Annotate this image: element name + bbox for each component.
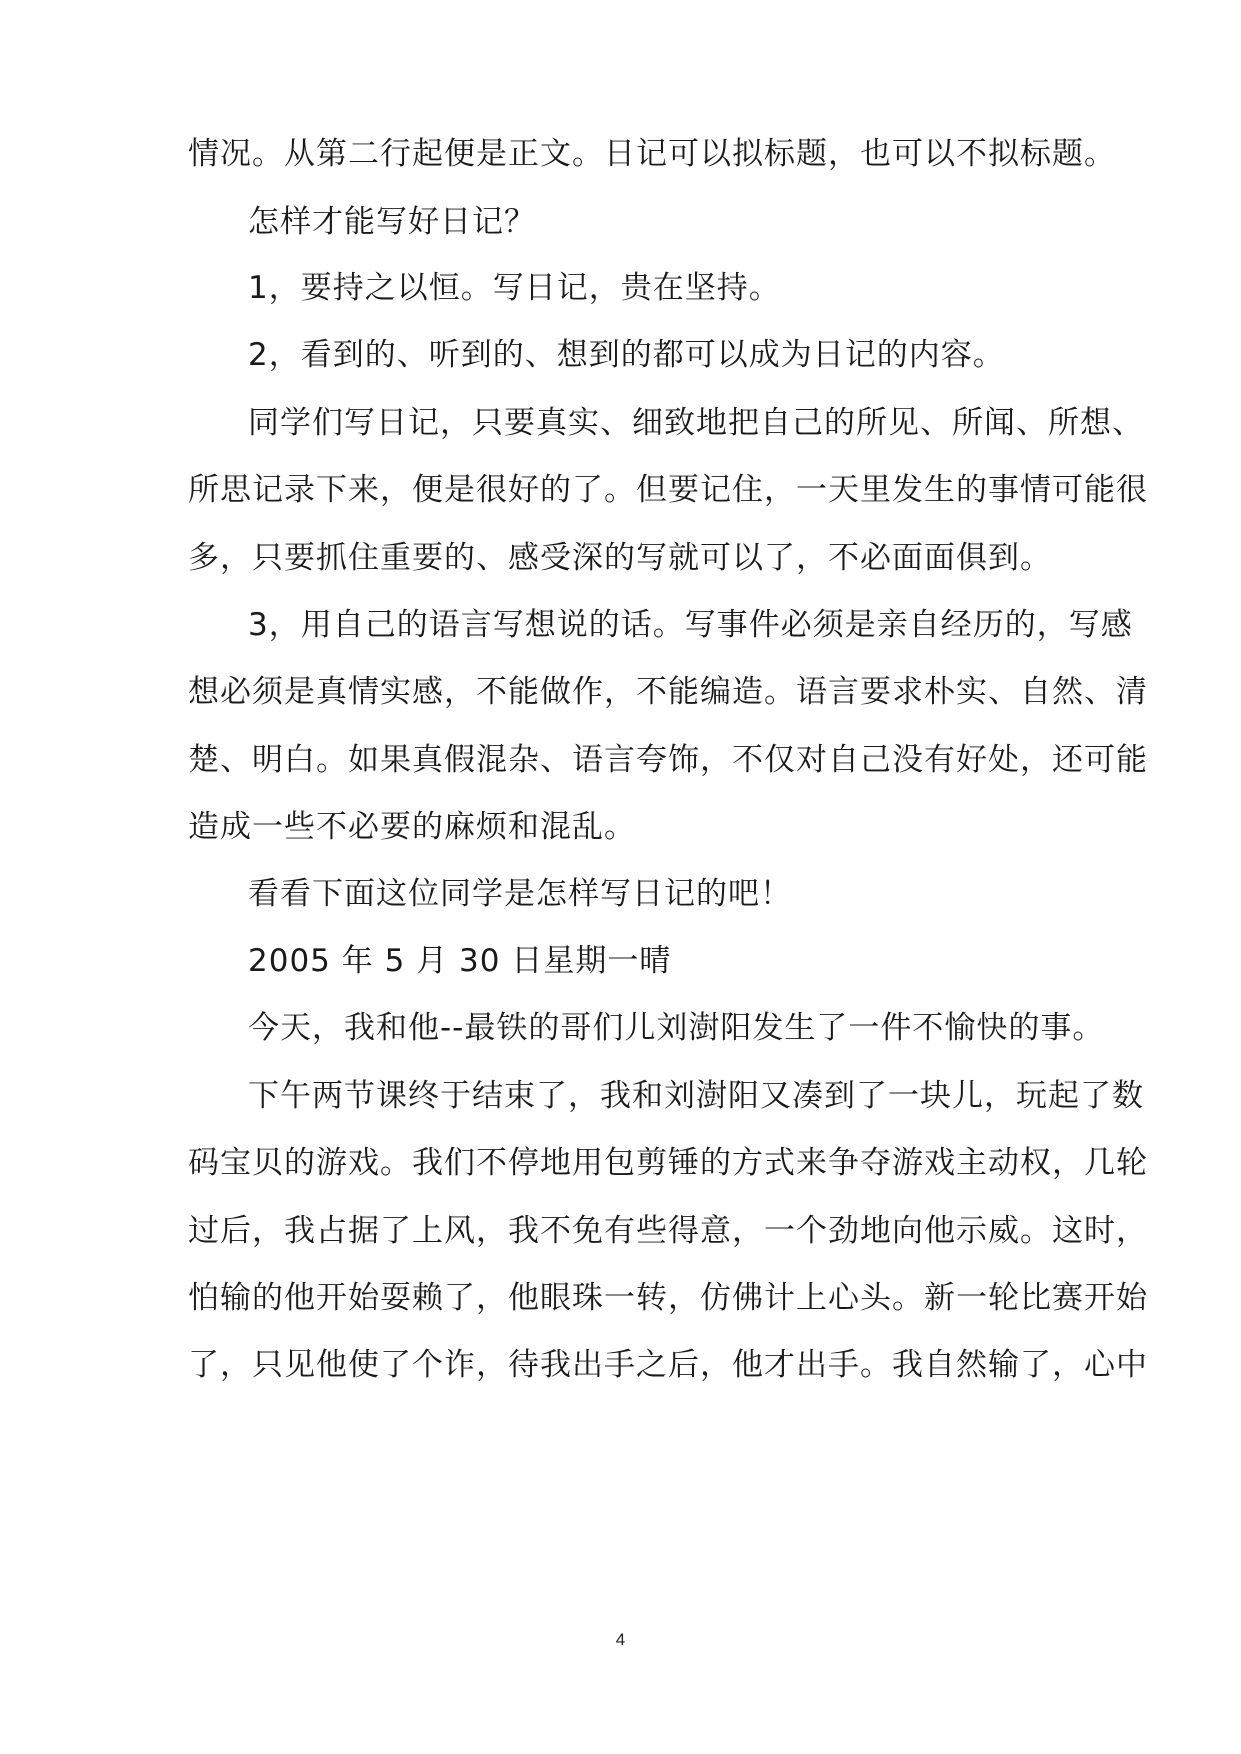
paragraph-line: 情况。从第二行起便是正文。日记可以拟标题，也可以不拟标题。 <box>188 136 1116 172</box>
diary-date-line: 2005 年 5 月 30 日星期一晴 <box>248 943 672 979</box>
paragraph-line: 造成一些不必要的麻烦和混乱。 <box>188 809 636 845</box>
paragraph-line: 3，用自己的语言写想说的话。写事件必须是亲自经历的，写感 <box>248 607 1133 643</box>
paragraph-line: 楚、明白。如果真假混杂、语言夸饰，不仅对自己没有好处，还可能 <box>188 742 1148 778</box>
paragraph-line: 想必须是真情实感，不能做作，不能编造。语言要求朴实、自然、清 <box>188 674 1148 710</box>
paragraph-line: 过后，我占据了上风，我不免有些得意，一个劲地向他示威。这时， <box>188 1213 1148 1249</box>
paragraph-line: 码宝贝的游戏。我们不停地用包剪锤的方式来争夺游戏主动权，几轮 <box>188 1145 1148 1181</box>
paragraph-line: 多，只要抓住重要的、感受深的写就可以了，不必面面俱到。 <box>188 540 1052 576</box>
paragraph-line: 所思记录下来，便是很好的了。但要记住，一天里发生的事情可能很 <box>188 472 1148 508</box>
paragraph-line: 1，要持之以恒。写日记，贵在坚持。 <box>248 270 781 306</box>
section-heading: 怎样才能写好日记？ <box>248 204 536 240</box>
paragraph-line: 今天，我和他--最铁的哥们儿刘澍阳发生了一件不愉快的事。 <box>248 1010 1105 1046</box>
page-number: 4 <box>615 1630 626 1649</box>
paragraph-line: 怕输的他开始耍赖了，他眼珠一转，仿佛计上心头。新一轮比赛开始 <box>188 1280 1148 1316</box>
paragraph-line: 下午两节课终于结束了，我和刘澍阳又凑到了一块儿，玩起了数 <box>248 1078 1144 1114</box>
paragraph-line: 看看下面这位同学是怎样写日记的吧！ <box>248 876 792 912</box>
paragraph-line: 了，只见他使了个诈，待我出手之后，他才出手。我自然输了，心中 <box>188 1347 1148 1383</box>
paragraph-line: 同学们写日记，只要真实、细致地把自己的所见、所闻、所想、 <box>248 405 1144 441</box>
paragraph-line: 2，看到的、听到的、想到的都可以成为日记的内容。 <box>248 337 1005 373</box>
